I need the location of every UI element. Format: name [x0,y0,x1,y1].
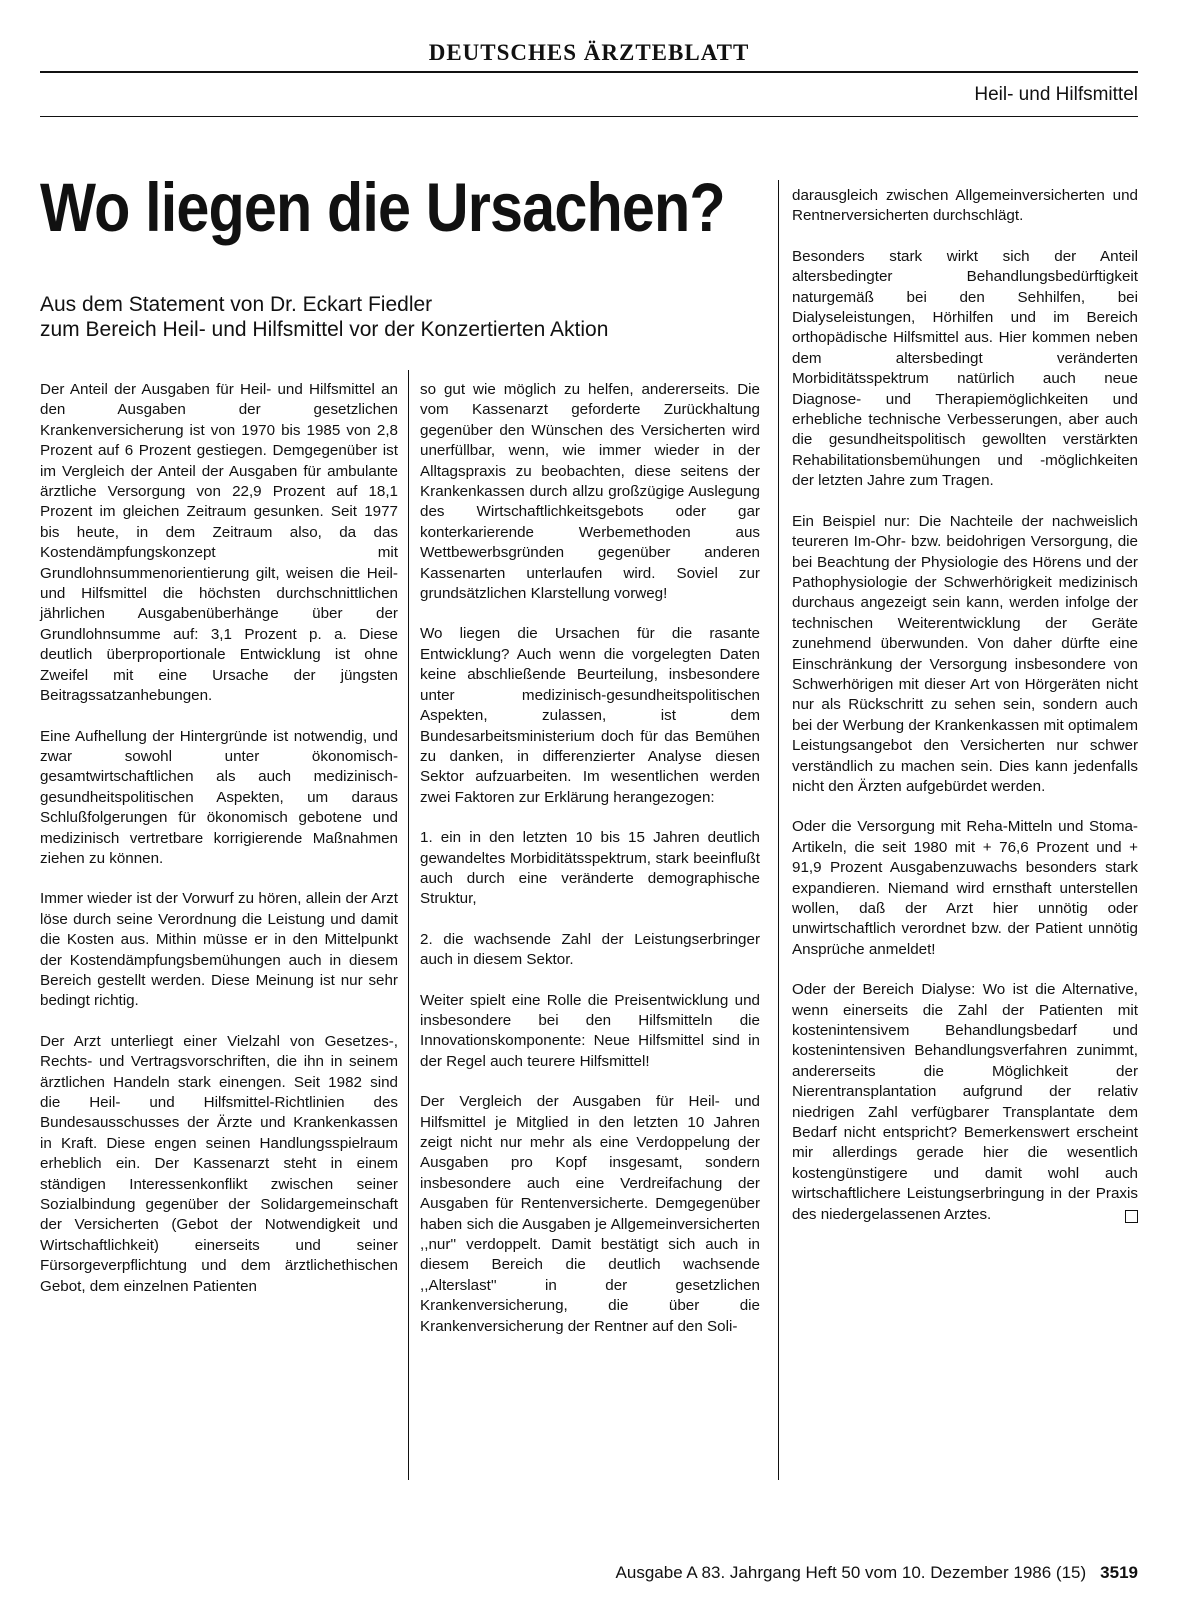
journal-masthead: DEUTSCHES ÄRZTEBLATT [428,40,750,65]
paragraph: Der Arzt unterliegt einer Vielzahl von Gesetzes-, Rechts- und Vertragsvorschriften, die ihn in seinem ärztlichen Handeln stark einengen. Seit 1982 sind die Heil- und Hilfsmittel-Richtlinien des Bundesausschusses der Ärzte und Krankenkassen in Kraft. Diese engen seinen Handlungsspielraum erheblich ein. Der Kassenarzt steht in einem ständigen Interessenkonflikt zwischen seiner Sozialbindung gegenüber der Solidargemeinschaft der Versicherten (Gebot der Notwendigkeit und Wirtschaftlichkeit) einerseits und seiner Fürsorgeverpflichtung und dem ärztlichethischen Gebot, dem einzelnen Patienten [40,1032,398,1295]
article-subtitle [40,292,770,342]
masthead-rule [40,71,1138,73]
paragraph: Der Anteil der Ausgaben für Heil- und Hilfsmittel an den Ausgaben der gesetzlichen Krankenversicherung ist von 1970 bis 1985 von 2,8 Prozent auf 6 Prozent gestiegen. Demgegenüber ist im Vergleich der Anteil der Ausgaben für ambulante ärztliche Versorgung von 22,9 Prozent auf 18,1 Prozent im gleichen Zeitraum gesunken. Seit 1977 bis heute, in dem Zeitraum also, da das Kostendämpfungskonzept mit Grundlohnsummenorientierung gilt, weisen die Heil- und Hilfsmittel die höchsten durchschnittlichen jährlichen Ausgabenüberhänge über der Grundlohnsumme auf: 3,1 Prozent p. a. Diese deutlich überproportionale Entwicklung ist ohne Zweifel mit eine Ursache der jüngsten Beitragssatzanhebungen. [40,381,398,705]
paragraph: Ein Beispiel nur: Die Nachteile der nachweislich teureren Im-Ohr- bzw. beidohrigen Versorgung, die bei Beachtung der Physiologie des Hörens und der Pathophysiologie der Schwerhörigkeit medizinisch durchaus angezeigt sein kann, werden infolge der technischen Weiterentwicklung der Geräte zunehmend überwunden. Von daher dürfte eine Einschränkung der Versorgung insbesondere von Schwerhörigen mit dieser Art von Hörgeräten nicht nur als Rückschritt zu sehen sein, sondern auch bei der Werbung der Krankenkassen mit optimalem Leistungsangebot den Versicherten nur schwer verständlich zu machen sein. Dies kann jedenfalls nicht den Ärzten aufgebürdet werden. [792,512,1138,795]
section-label: Heil- und Hilfsmittel [974,84,1138,105]
paragraph: 2. die wachsende Zahl der Leistungserbringer auch in diesem Sektor. [420,930,760,969]
article-column-2 [420,380,760,1357]
paragraph: Oder die Versorgung mit Reha-Mitteln und Stoma-Artikeln, die seit 1980 mit + 76,6 Prozent und + 91,9 Prozent Ausgabenzuwachs besonders stark expandieren. Niemand wird ernsthaft unterstellen wollen, daß der Arzt hier unnötig oder unwirtschaftlich verordnet bzw. der Patient unnötig Ansprüche anmeldet! [792,818,1138,958]
article-column-1 [40,380,398,1317]
paragraph: so gut wie möglich zu helfen, andererseits. Die vom Kassenarzt geforderte Zurückhaltung gegenüber den Wünschen des Versicherten wird unerfüllbar, wenn, wie immer wieder in der Alltagspraxis zu beobachten, diese seitens der Krankenkassen durch allzu großzügige Auslegung des Wirtschaftlichkeitsgebots oder gar konterkarierende Werbemethoden aus Wettbewerbsgründen gegenüber anderen Kassenarten unterlaufen wird. Soviel zur grundsätzlichen Klarstellung vorweg! [420,381,760,603]
subtitle-line-2: zum Bereich Heil- und Hilfsmittel vor der Konzertierten Aktion [40,318,609,341]
end-of-article-mark [1125,1210,1138,1223]
paragraph: darausgleich zwischen Allgemeinversicherten und Rentnerversicherten durchschlägt. [792,187,1138,225]
paragraph: Wo liegen die Ursachen für die rasante Entwicklung? Auch wenn die vorgelegten Daten keine abschließende Beurteilung, insbesondere unter medizinisch-gesundheitspolitischen Aspekten, zulassen, ist dem Bundesarbeitsministerium doch für das Bemühen zu danken, in differenzierter Analyse diesen Sektor aufzuarbeiten. Im wesentlichen werden zwei Faktoren zur Erklärung herangezogen: [420,625,760,806]
page-number: 3519 [1100,1563,1138,1582]
paragraph: Weiter spielt eine Rolle die Preisentwicklung und insbesondere bei den Hilfsmitteln die Innovationskomponente: Neue Hilfsmittel sind in der Regel auch teurere Hilfsmittel! [420,991,760,1070]
paragraph-last [792,980,1138,1225]
paragraph: 1. ein in den letzten 10 bis 15 Jahren deutlich gewandeltes Morbiditätsspektrum, stark beeinflußt auch durch eine veränderte demographische Struktur, [420,829,760,908]
paragraph: Eine Aufhellung der Hintergründe ist notwendig, und zwar sowohl unter ökonomisch-gesamtwirtschaftlichen als auch medizinisch-gesundheitspolitischen Aspekten, um daraus Schlußfolgerungen für ökonomisch gebotene und medizinisch vertretbare korrigierende Maßnahmen ziehen zu können. [40,727,398,867]
column-divider-1 [408,370,409,1480]
issue-info: Ausgabe A 83. Jahrgang Heft 50 vom 10. Dezember 1986 (15) [615,1563,1087,1582]
article-headline: Wo liegen die Ursachen? [40,169,725,246]
page-footer [616,1563,1138,1583]
paragraph: Besonders stark wirkt sich der Anteil altersbedingter Behandlungsbedürftigkeit naturgemäß bei den Sehhilfen, bei Dialyseleistungen, Hörhilfen und im Bereich orthopädische Hilfsmittel aus. Hier kommen neben dem altersbedingt veränderten Morbiditätsspektrum natürlich auch neue Diagnose- und Therapiemöglichkeiten und erhebliche technische Verbesserungen, aber auch die gesundheitspolitisch gewollten verstärkten Rehabilitationsbemühungen und -möglichkeiten der letzten Jahre zum Tragen. [792,247,1138,490]
article-column-3 [792,186,1138,1245]
paragraph: Immer wieder ist der Vorwurf zu hören, allein der Arzt löse durch seine Verordnung die Leistung und damit die Kosten aus. Mithin müsse er in den Mittelpunkt der Kostendämpfungsbemühungen auch in diesem Bereich gestellt werden. Diese Meinung ist nur sehr bedingt richtig. [40,890,398,1010]
subtitle-line-1: Aus dem Statement von Dr. Eckart Fiedler [40,293,433,316]
paragraph-text: Oder der Bereich Dialyse: Wo ist die Alternative, wenn einerseits die Zahl der Patienten mit kostenintensivem Behandlungsbedarf und kostenintensiven Behandlungsverfahren zunimmt, andererseits die Möglichkeit der Nierentransplantation aufgrund der relativ niedrigen Zahl verfügbarer Transplantate dem Bedarf nicht entspricht? Bemerkenswert erscheint mir allerdings gerade hier die wesentlich kostengünstigere und damit wohl auch wirtschaftlichere Leistungserbringung in der Praxis des niedergelassenen Arztes. [792,981,1138,1223]
section-rule [40,116,1138,117]
column-divider-2 [778,180,779,1480]
paragraph: Der Vergleich der Ausgaben für Heil- und Hilfsmittel je Mitglied in den letzten 10 Jahren zeigt nicht nur mehr als eine Verdoppelung der Ausgaben pro Kopf insgesamt, sondern insbesondere auch eine Verdreifachung der Ausgaben für Rentenversicherte. Demgegenüber haben sich die Ausgaben je Allgemeinversicherten ,,nur'' verdoppelt. Damit bestätigt sich auch in diesem Bereich die deutlich wachsende ,,Alterslast'' in der gesetzlichen Krankenversicherung, die über die Krankenversicherung der Rentner auf den Soli- [420,1093,760,1335]
